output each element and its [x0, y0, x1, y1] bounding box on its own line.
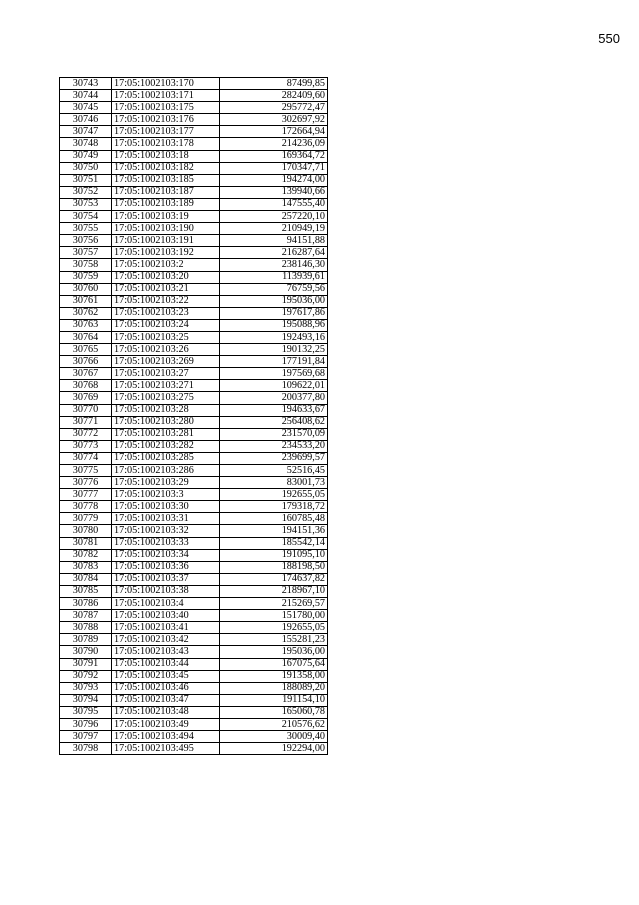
- table-row: [60, 537, 328, 549]
- row-number-cell: 30765: [60, 344, 112, 356]
- cadastral-number-cell: 17:05:1002103:18: [112, 150, 220, 162]
- cadastral-number-cell: 17:05:1002103:175: [112, 102, 220, 114]
- cadastral-number-cell: 17:05:1002103:42: [112, 634, 220, 646]
- table-body: [60, 78, 328, 755]
- row-number-cell: 30782: [60, 549, 112, 561]
- cadastral-number-cell: 17:05:1002103:280: [112, 416, 220, 428]
- table-row: [60, 718, 328, 730]
- table-row: [60, 380, 328, 392]
- row-number-cell: 30785: [60, 585, 112, 597]
- row-number-cell: 30749: [60, 150, 112, 162]
- table-row: [60, 198, 328, 210]
- cadastral-number-cell: 17:05:1002103:34: [112, 549, 220, 561]
- cadastral-number-cell: 17:05:1002103:36: [112, 561, 220, 573]
- table-row: [60, 525, 328, 537]
- cadastral-value-cell: 167075,64: [220, 658, 328, 670]
- row-number-cell: 30750: [60, 162, 112, 174]
- cadastral-number-cell: 17:05:1002103:182: [112, 162, 220, 174]
- row-number-cell: 30744: [60, 90, 112, 102]
- row-number-cell: 30777: [60, 489, 112, 501]
- row-number-cell: 30759: [60, 271, 112, 283]
- cadastral-value-cell: 210949,19: [220, 223, 328, 235]
- page-number: 550: [598, 31, 620, 46]
- row-number-cell: 30793: [60, 682, 112, 694]
- cadastral-number-cell: 17:05:1002103:271: [112, 380, 220, 392]
- cadastral-number-cell: 17:05:1002103:192: [112, 247, 220, 259]
- cadastral-value-cell: 194151,36: [220, 525, 328, 537]
- table-row: [60, 658, 328, 670]
- table-row: [60, 223, 328, 235]
- cadastral-value-cell: 87499,85: [220, 78, 328, 90]
- row-number-cell: 30751: [60, 174, 112, 186]
- cadastral-value-cell: 147555,40: [220, 198, 328, 210]
- row-number-cell: 30772: [60, 428, 112, 440]
- row-number-cell: 30783: [60, 561, 112, 573]
- cadastral-number-cell: 17:05:1002103:24: [112, 319, 220, 331]
- table-row: [60, 501, 328, 513]
- cadastral-number-cell: 17:05:1002103:30: [112, 501, 220, 513]
- cadastral-value-cell: 191154,10: [220, 694, 328, 706]
- row-number-cell: 30784: [60, 573, 112, 585]
- row-number-cell: 30796: [60, 718, 112, 730]
- cadastral-value-cell: 30009,40: [220, 731, 328, 743]
- table-row: [60, 694, 328, 706]
- cadastral-value-cell: 197569,68: [220, 368, 328, 380]
- table-row: [60, 271, 328, 283]
- row-number-cell: 30775: [60, 465, 112, 477]
- cadastral-value-cell: 179318,72: [220, 501, 328, 513]
- row-number-cell: 30758: [60, 259, 112, 271]
- cadastral-value-cell: 188089,20: [220, 682, 328, 694]
- cadastral-number-cell: 17:05:1002103:2: [112, 259, 220, 271]
- cadastral-value-cell: 76759,56: [220, 283, 328, 295]
- table-row: [60, 452, 328, 464]
- cadastral-number-cell: 17:05:1002103:45: [112, 670, 220, 682]
- table-row: [60, 610, 328, 622]
- cadastral-number-cell: 17:05:1002103:27: [112, 368, 220, 380]
- cadastral-value-cell: 185542,14: [220, 537, 328, 549]
- cadastral-value-cell: 192655,05: [220, 489, 328, 501]
- row-number-cell: 30769: [60, 392, 112, 404]
- cadastral-number-cell: 17:05:1002103:176: [112, 114, 220, 126]
- cadastral-value-cell: 195036,00: [220, 646, 328, 658]
- table-row: [60, 622, 328, 634]
- cadastral-number-cell: 17:05:1002103:495: [112, 743, 220, 755]
- cadastral-number-cell: 17:05:1002103:32: [112, 525, 220, 537]
- cadastral-value-cell: 200377,80: [220, 392, 328, 404]
- cadastral-value-cell: 210576,62: [220, 718, 328, 730]
- cadastral-number-cell: 17:05:1002103:19: [112, 211, 220, 223]
- table-row: [60, 489, 328, 501]
- table-row: [60, 150, 328, 162]
- row-number-cell: 30752: [60, 186, 112, 198]
- table-row: [60, 138, 328, 150]
- cadastral-value-cell: 188198,50: [220, 561, 328, 573]
- row-number-cell: 30762: [60, 307, 112, 319]
- cadastral-value-cell: 109622,01: [220, 380, 328, 392]
- cadastral-number-cell: 17:05:1002103:285: [112, 452, 220, 464]
- cadastral-number-cell: 17:05:1002103:46: [112, 682, 220, 694]
- cadastral-value-cell: 257220,10: [220, 211, 328, 223]
- cadastral-value-cell: 192493,16: [220, 331, 328, 343]
- table-row: [60, 78, 328, 90]
- row-number-cell: 30764: [60, 331, 112, 343]
- row-number-cell: 30786: [60, 598, 112, 610]
- cadastral-value-cell: 170347,71: [220, 162, 328, 174]
- cadastral-value-cell: 302697,92: [220, 114, 328, 126]
- cadastral-number-cell: 17:05:1002103:286: [112, 465, 220, 477]
- cadastral-value-cell: 172664,94: [220, 126, 328, 138]
- cadastral-number-cell: 17:05:1002103:49: [112, 718, 220, 730]
- table-row: [60, 477, 328, 489]
- table-row: [60, 283, 328, 295]
- cadastral-number-cell: 17:05:1002103:33: [112, 537, 220, 549]
- cadastral-value-cell: 83001,73: [220, 477, 328, 489]
- cadastral-number-cell: 17:05:1002103:37: [112, 573, 220, 585]
- row-number-cell: 30761: [60, 295, 112, 307]
- table-row: [60, 465, 328, 477]
- table-row: [60, 513, 328, 525]
- cadastral-value-cell: 113939,61: [220, 271, 328, 283]
- table-row: [60, 404, 328, 416]
- cadastral-number-cell: 17:05:1002103:191: [112, 235, 220, 247]
- cadastral-value-cell: 192294,00: [220, 743, 328, 755]
- row-number-cell: 30792: [60, 670, 112, 682]
- row-number-cell: 30794: [60, 694, 112, 706]
- cadastral-value-cell: 151780,00: [220, 610, 328, 622]
- cadastral-value-cell: 165060,78: [220, 706, 328, 718]
- table-row: [60, 186, 328, 198]
- row-number-cell: 30779: [60, 513, 112, 525]
- table-row: [60, 295, 328, 307]
- row-number-cell: 30745: [60, 102, 112, 114]
- cadastral-number-cell: 17:05:1002103:31: [112, 513, 220, 525]
- cadastral-number-cell: 17:05:1002103:187: [112, 186, 220, 198]
- row-number-cell: 30795: [60, 706, 112, 718]
- row-number-cell: 30770: [60, 404, 112, 416]
- cadastral-number-cell: 17:05:1002103:282: [112, 440, 220, 452]
- table-row: [60, 392, 328, 404]
- row-number-cell: 30780: [60, 525, 112, 537]
- row-number-cell: 30790: [60, 646, 112, 658]
- row-number-cell: 30755: [60, 223, 112, 235]
- cadastral-number-cell: 17:05:1002103:269: [112, 356, 220, 368]
- cadastral-number-cell: 17:05:1002103:275: [112, 392, 220, 404]
- cadastral-number-cell: 17:05:1002103:494: [112, 731, 220, 743]
- table-row: [60, 307, 328, 319]
- cadastral-value-cell: 197617,86: [220, 307, 328, 319]
- cadastral-value-cell: 195088,96: [220, 319, 328, 331]
- table-row: [60, 102, 328, 114]
- cadastral-number-cell: 17:05:1002103:28: [112, 404, 220, 416]
- cadastral-value-cell: 94151,88: [220, 235, 328, 247]
- cadastral-value-cell: 238146,30: [220, 259, 328, 271]
- row-number-cell: 30791: [60, 658, 112, 670]
- cadastral-number-cell: 17:05:1002103:189: [112, 198, 220, 210]
- cadastral-number-cell: 17:05:1002103:185: [112, 174, 220, 186]
- row-number-cell: 30788: [60, 622, 112, 634]
- cadastral-value-cell: 169364,72: [220, 150, 328, 162]
- cadastral-number-cell: 17:05:1002103:47: [112, 694, 220, 706]
- row-number-cell: 30771: [60, 416, 112, 428]
- cadastral-number-cell: 17:05:1002103:190: [112, 223, 220, 235]
- cadastral-value-cell: 192655,05: [220, 622, 328, 634]
- row-number-cell: 30757: [60, 247, 112, 259]
- table-row: [60, 743, 328, 755]
- cadastral-value-cell: 155281,23: [220, 634, 328, 646]
- table-row: [60, 114, 328, 126]
- row-number-cell: 30756: [60, 235, 112, 247]
- table-row: [60, 573, 328, 585]
- row-number-cell: 30774: [60, 452, 112, 464]
- cadastral-number-cell: 17:05:1002103:23: [112, 307, 220, 319]
- cadastral-number-cell: 17:05:1002103:29: [112, 477, 220, 489]
- table-row: [60, 731, 328, 743]
- cadastral-value-cell: 177191,84: [220, 356, 328, 368]
- cadastral-value-cell: 216287,64: [220, 247, 328, 259]
- row-number-cell: 30760: [60, 283, 112, 295]
- row-number-cell: 30754: [60, 211, 112, 223]
- cadastral-number-cell: 17:05:1002103:40: [112, 610, 220, 622]
- row-number-cell: 30798: [60, 743, 112, 755]
- table-row: [60, 416, 328, 428]
- cadastral-number-cell: 17:05:1002103:4: [112, 598, 220, 610]
- table-row: [60, 634, 328, 646]
- table-row: [60, 247, 328, 259]
- cadastral-value-cell: 174637,82: [220, 573, 328, 585]
- row-number-cell: 30789: [60, 634, 112, 646]
- row-number-cell: 30746: [60, 114, 112, 126]
- cadastral-number-cell: 17:05:1002103:48: [112, 706, 220, 718]
- cadastral-value-cell: 194633,67: [220, 404, 328, 416]
- table-row: [60, 319, 328, 331]
- table-row: [60, 682, 328, 694]
- row-number-cell: 30781: [60, 537, 112, 549]
- cadastral-value-cell: 191095,10: [220, 549, 328, 561]
- cadastral-number-cell: 17:05:1002103:281: [112, 428, 220, 440]
- cadastral-value-cell: 195036,00: [220, 295, 328, 307]
- table-row: [60, 126, 328, 138]
- row-number-cell: 30787: [60, 610, 112, 622]
- cadastral-number-cell: 17:05:1002103:21: [112, 283, 220, 295]
- cadastral-value-cell: 256408,62: [220, 416, 328, 428]
- cadastral-number-cell: 17:05:1002103:22: [112, 295, 220, 307]
- table-row: [60, 561, 328, 573]
- row-number-cell: 30753: [60, 198, 112, 210]
- cadastral-value-cell: 234533,20: [220, 440, 328, 452]
- table-row: [60, 440, 328, 452]
- row-number-cell: 30763: [60, 319, 112, 331]
- table-row: [60, 598, 328, 610]
- table-row: [60, 646, 328, 658]
- table-row: [60, 368, 328, 380]
- table-row: [60, 549, 328, 561]
- table-row: [60, 331, 328, 343]
- row-number-cell: 30768: [60, 380, 112, 392]
- row-number-cell: 30773: [60, 440, 112, 452]
- cadastral-value-cell: 214236,09: [220, 138, 328, 150]
- cadastral-value-cell: 194274,00: [220, 174, 328, 186]
- table-row: [60, 162, 328, 174]
- table-row: [60, 356, 328, 368]
- cadastral-value-cell: 218967,10: [220, 585, 328, 597]
- cadastral-number-cell: 17:05:1002103:177: [112, 126, 220, 138]
- cadastral-value-cell: 52516,45: [220, 465, 328, 477]
- cadastral-value-cell: 190132,25: [220, 344, 328, 356]
- table-row: [60, 211, 328, 223]
- row-number-cell: 30767: [60, 368, 112, 380]
- row-number-cell: 30778: [60, 501, 112, 513]
- cadastral-number-cell: 17:05:1002103:43: [112, 646, 220, 658]
- cadastral-number-cell: 17:05:1002103:178: [112, 138, 220, 150]
- cadastral-value-table: [59, 77, 328, 755]
- row-number-cell: 30747: [60, 126, 112, 138]
- table-row: [60, 174, 328, 186]
- cadastral-number-cell: 17:05:1002103:3: [112, 489, 220, 501]
- row-number-cell: 30748: [60, 138, 112, 150]
- row-number-cell: 30766: [60, 356, 112, 368]
- cadastral-value-cell: 282409,60: [220, 90, 328, 102]
- cadastral-value-cell: 215269,57: [220, 598, 328, 610]
- row-number-cell: 30776: [60, 477, 112, 489]
- cadastral-value-cell: 191358,00: [220, 670, 328, 682]
- cadastral-number-cell: 17:05:1002103:26: [112, 344, 220, 356]
- cadastral-value-cell: 295772,47: [220, 102, 328, 114]
- table-row: [60, 670, 328, 682]
- cadastral-number-cell: 17:05:1002103:170: [112, 78, 220, 90]
- cadastral-value-cell: 231570,09: [220, 428, 328, 440]
- cadastral-number-cell: 17:05:1002103:44: [112, 658, 220, 670]
- table-row: [60, 428, 328, 440]
- cadastral-value-cell: 160785,48: [220, 513, 328, 525]
- cadastral-value-cell: 239699,57: [220, 452, 328, 464]
- cadastral-value-cell: 139940,66: [220, 186, 328, 198]
- cadastral-number-cell: 17:05:1002103:38: [112, 585, 220, 597]
- row-number-cell: 30797: [60, 731, 112, 743]
- row-number-cell: 30743: [60, 78, 112, 90]
- cadastral-number-cell: 17:05:1002103:171: [112, 90, 220, 102]
- table-row: [60, 90, 328, 102]
- cadastral-number-cell: 17:05:1002103:41: [112, 622, 220, 634]
- cadastral-number-cell: 17:05:1002103:20: [112, 271, 220, 283]
- table-row: [60, 235, 328, 247]
- table-row: [60, 585, 328, 597]
- cadastral-number-cell: 17:05:1002103:25: [112, 331, 220, 343]
- table-row: [60, 344, 328, 356]
- table-row: [60, 706, 328, 718]
- table-row: [60, 259, 328, 271]
